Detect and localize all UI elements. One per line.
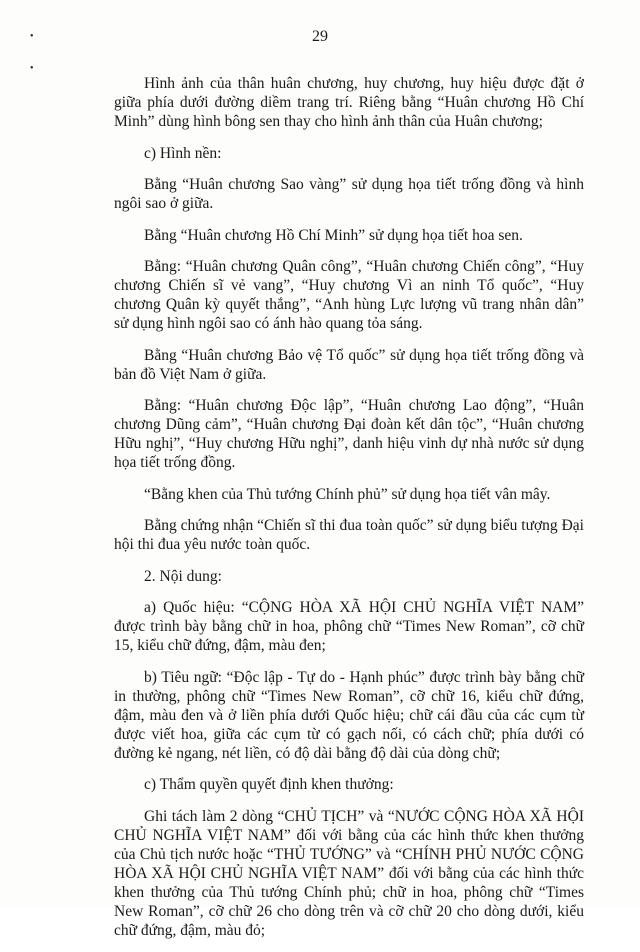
heading-award-authority: c) Thẩm quyền quyết định khen thưởng: (144, 776, 394, 793)
paragraph-emulation-soldier-background: Bằng chứng nhận “Chiến sĩ thi đua toàn quốc” sử dụng biểu tượng Đại hội thi đua yêu nước toàn quốc. (114, 517, 584, 553)
document-body (114, 74, 584, 952)
scan-dot-mark: • (30, 63, 34, 74)
paragraph-pm-certificate-background: “Bằng khen của Thủ tướng Chính phủ” sử dụng họa tiết vân mây. (144, 485, 551, 503)
paragraph-authority-lines: Ghi tách làm 2 dòng “CHỦ TỊCH” và “NƯỚC CỘNG HÒA XÃ HỘI CHỦ NGHĨA VIỆT NAM” đối với bằng của các hình thức khen thưởng của Chủ tịch nước hoặc “THỦ TƯỚNG” và “CHÍNH PHỦ NƯỚC CỘNG HÒA XÃ HỘI CHỦ NGHĨA VIỆT NAM” đối với bằng của các hình thức khen thưởng của Thủ tướng Chính phủ; chữ in hoa, phông chữ “Times New Roman”, cỡ chữ 26 cho dòng trên và cỡ chữ 20 cho dòng dưới, kiểu chữ đứng, đậm, màu đỏ; (114, 807, 584, 939)
paragraph-independence-labor-background: Bằng: “Huân chương Độc lập”, “Huân chương Lao động”, “Huân chương Dũng cảm”, “Huân chương Đại đoàn kết dân tộc”, “Huân chương Hữu nghị”, “Huy chương Hữu nghị”, danh hiệu vinh dự nhà nước sử dụng họa tiết trống đồng. (114, 397, 584, 471)
heading-content: 2. Nội dung: (144, 567, 222, 585)
paragraph-ho-chi-minh-background: Bằng “Huân chương Hồ Chí Minh” sử dụng họa tiết hoa sen. (144, 226, 523, 244)
scan-dot-mark: • (30, 31, 34, 42)
paragraph-military-medals-background: Bằng: “Huân chương Quân công”, “Huân chương Chiến công”, “Huy chương Chiến sĩ vẻ vang”, “Huy chương Vì an ninh Tổ quốc”, “Huy chương Quân kỳ quyết thắng”, “Anh hùng Lực lượng vũ trang nhân dân” sử dụng hình ngôi sao có ánh hào quang tỏa sáng. (114, 258, 584, 332)
paragraph-fatherland-defense-background: Bằng “Huân chương Bảo vệ Tổ quốc” sử dụng họa tiết trống đồng và bản đồ Việt Nam ở giữa. (114, 346, 584, 383)
paragraph-medal-image-placement: Hình ảnh của thân huân chương, huy chương, huy hiệu được đặt ở giữa phía dưới đường diềm trang trí. Riêng bằng “Huân chương Hồ Chí Minh” dùng hình bông sen thay cho hình ảnh thân của Huân chương; (114, 75, 584, 130)
paragraph-gold-star-background: Bằng “Huân chương Sao vàng” sử dụng họa tiết trống đồng và hình ngôi sao ở giữa. (114, 176, 584, 212)
heading-background: c) Hình nền: (144, 144, 222, 162)
page-number: 29 (312, 28, 328, 45)
paragraph-motto: b) Tiêu ngữ: “Độc lập - Tự do - Hạnh phúc” được trình bày bằng chữ in thường, phông chữ “Times New Roman”, cỡ chữ 16, kiểu chữ đứng, đậm, màu đen và ở liền phía dưới Quốc hiệu; chữ cái đầu của các cụm từ được viết hoa, giữa các cụm từ có gạch nối, có cách chữ; phía dưới có đường kẻ ngang, nét liền, có độ dài bằng độ dài của dòng chữ; (114, 668, 584, 762)
paragraph-national-title: a) Quốc hiệu: “CỘNG HÒA XÃ HỘI CHỦ NGHĨA VIỆT NAM” được trình bày bằng chữ in hoa, phông chữ “Times New Roman”, cỡ chữ 15, kiểu chữ đứng, đậm, màu đen; (114, 599, 584, 654)
